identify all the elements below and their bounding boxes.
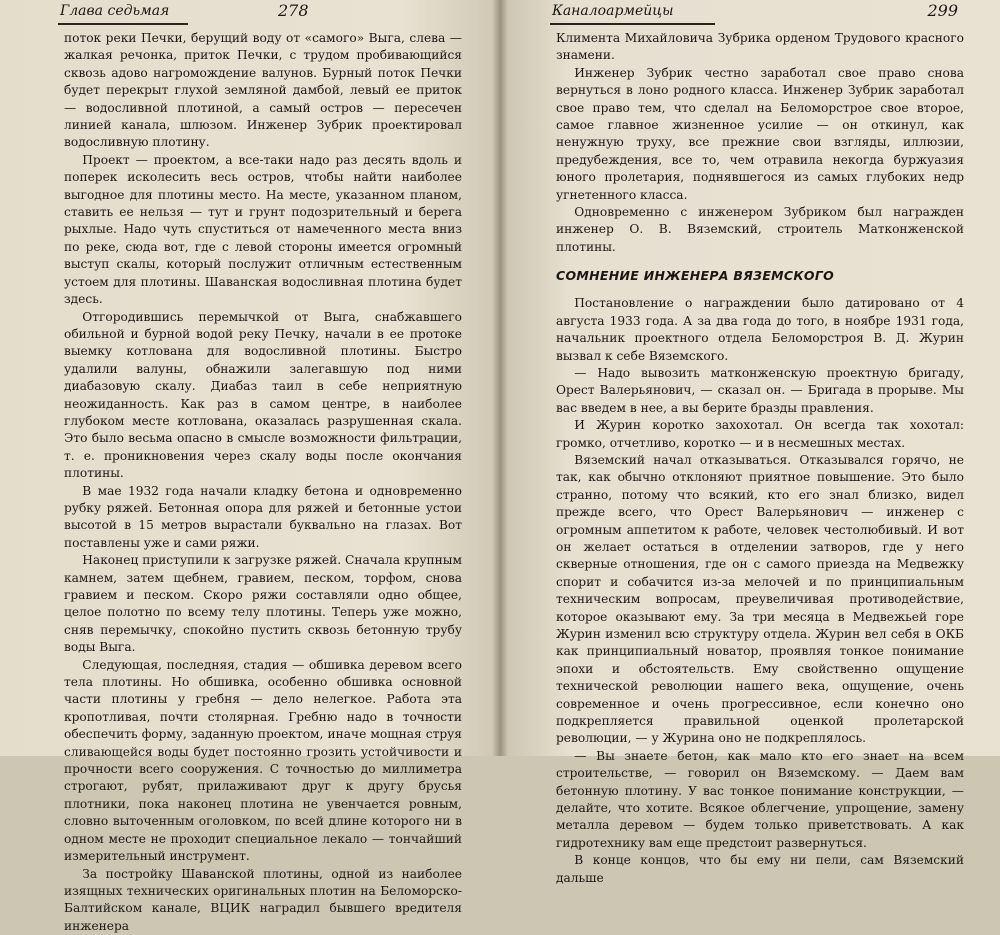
paragraph: И Журин коротко захохотал. Он всегда так хохотал: громко, отчетливо, коротко — и в несмешных местах. xyxy=(556,417,964,452)
paragraph: В мае 1932 года начали кладку бетона и одновременно рубку ряжей. Бетонная опора для ряжей и бетонные устои высотой в 15 метров вырастали буквально на глазах. Вот поставлены уже и сами ряжи. xyxy=(64,483,462,553)
running-title: Каналоармейцы xyxy=(552,3,673,19)
paragraph: Отгородившись перемычкой от Выга, снабжавшего обильной и бурной водой реку Печку, начали в ее протоке выемку котлована для водосливной плотины. Быстро удалили валуны, обнажили залегавшую под ними диабазовую скалу. Диабаз таил в себе неприятную неожиданность. Как раз в самом центре, в наиболее глубоком месте котлована, оказалась разрушенная скала. Это было весьма опасно в смысле возможности фильтрации, т. е. проникновения через скалу воды после окончания плотины. xyxy=(64,309,462,483)
paragraph: Инженер Зубрик честно заработал свое право снова вернуться в лоно родного класса. Инженер Зубрик заработал свое право тем, что сделал на Беломорстрое свое второе, самое главное жизненное усилие — он откинул, как ненужную труху, все прежние свои взгляды, иллюзии, предубеждения, все то, чем отравила некогда буржуазия юного пролетария, поднявшегося из самых глубоких недр угнетенного класса. xyxy=(556,65,964,204)
right-page-body xyxy=(556,30,964,887)
section-heading: СОМНЕНИЕ ИНЖЕНЕРА ВЯЗЕМСКОГО xyxy=(556,268,964,283)
paragraph: — Надо вывозить матконженскую проектную бригаду, Орест Валерьянович, — сказал он. — Бригада в прорыве. Мы вас введем в нее, а вы берите бразды правления. xyxy=(556,365,964,417)
chapter-title: Глава седьмая xyxy=(60,3,169,19)
header-rule xyxy=(58,23,188,25)
left-page-body xyxy=(64,30,462,935)
paragraph: Постановление о награждении было датировано от 4 августа 1933 года. А за два года до того, в ноябре 1931 года, начальник проектного отдела Беломорстроя В. Д. Журин вызвал к себе Вяземского. xyxy=(556,295,964,365)
page-number-right: 299 xyxy=(927,1,958,20)
paragraph: За постройку Шаванской плотины, одной из наиболее изящных технических оригинальных плотин на Беломорско-Балтийском канале, ВЦИК наградил бывшего вредителя инженера xyxy=(64,866,462,935)
paragraph: Проект — проектом, а все-таки надо раз десять вдоль и поперек исколесить весь остров, чтобы найти наиболее выгодное для плотины место. На месте, указанном планом, ставить ее нельзя — тут и грунт подозрительный и берега рыхлые. Надо чуть спуститься от намеченного места вниз по реке, сюда вот, где с левой стороны имеется огромный выступ скалы, который послужит отличным естественным устоем для плотины. Шаванская водосливная плотина будет здесь. xyxy=(64,152,462,309)
paragraph: — Вы знаете бетон, как мало кто его знает на всем строительстве, — говорил он Вяземскому. — Даем вам бетонную плотину. У вас тонкое понимание конструкции, — делайте, что хотите. Всякое облегчение, упрощение, замену металла деревом — будем только приветствовать. А как гидротехнику вам еще предстоит развернуться. xyxy=(556,748,964,852)
right-page-header xyxy=(550,3,962,25)
book-gutter xyxy=(492,0,508,756)
paragraph: Наконец приступили к загрузке ряжей. Сначала крупным камнем, затем щебнем, гравием, песком, торфом, снова гравием и песком. Скоро ряжи составляли одно общее, целое полотно по всему телу плотины. Теперь уже можно, сняв перемычку, спокойно пустить сквозь бетонную трубу воды Выга. xyxy=(64,552,462,656)
paragraph: поток реки Печки, берущий воду от «самого» Выга, слева — жалкая речонка, приток Печки, с трудом пробивающийся сквозь адово нагромождение валунов. Бурный поток Печки будет перекрыт глухой земляной дамбой, левый ее приток — водосливной плотиной, а самый остров — пересечен линией канала, шлюзом. Инженер Зубрик проектировал водосливную плотину. xyxy=(64,30,462,152)
right-page xyxy=(500,0,1000,756)
header-rule xyxy=(550,23,715,25)
left-page-header xyxy=(58,3,460,25)
left-page xyxy=(0,0,500,756)
paragraph: Следующая, последняя, стадия — обшивка деревом всего тела плотины. Но обшивка, особенно обшивка основной части плотины у гребня — дело нелегкое. Работа эта кропотливая, почти столярная. Гребню надо в точности обеспечить форму, заданную проектом, иначе мощная струя сливающейся воды будет постоянно грозить устойчивости и прочности всего сооружения. С точностью до миллиметра строгают, рубят, прилаживают друг к другу брусья плотники, пока наконец плотина не увенчается ровным, словно выточенным оголовком, по всей длине которого ни в одном месте не проходит специальное лекало — тончайший измерительный инструмент. xyxy=(64,657,462,866)
paragraph: Климента Михайловича Зубрика орденом Трудового красного знамени. xyxy=(556,30,964,65)
paragraph: Одновременно с инженером Зубриком был награжден инженер О. В. Вяземский, строитель Матконженской плотины. xyxy=(556,204,964,256)
paragraph: Вяземский начал отказываться. Отказывался горячо, не так, как обычно отклоняют приятное повышение. Это было странно, потому что всякий, кто его знал близко, видел прежде всего, что Орест Валерьянович — инженер с огромным аппетитом к работе, человек честолюбивый. И вот он желает остаться в отделении затворов, где у него скверные отношения, где он с самого приезда на Медвежку спорит и собачится из-за мелочей и по принципиальным техническим вопросам, преувеличивая противодействие, которое оказывают ему. За три месяца в Медвежьей горе Журин изменил всю структуру отдела. Журин вел себя в ОКБ как принципиальный новатор, проявляя тонкое понимание эпохи и обстоятельств. Ему свойственно ощущение технической революции нашего века, ощущение, очень современное и очень прогрессивное, если конечно оно подкрепляется правильной оценкой пролетарской революции, — у Журина оно не подкреплялось. xyxy=(556,452,964,748)
page-number-left: 278 xyxy=(278,1,309,20)
paragraph: В конце концов, что бы ему ни пели, сам Вяземский дальше xyxy=(556,852,964,887)
